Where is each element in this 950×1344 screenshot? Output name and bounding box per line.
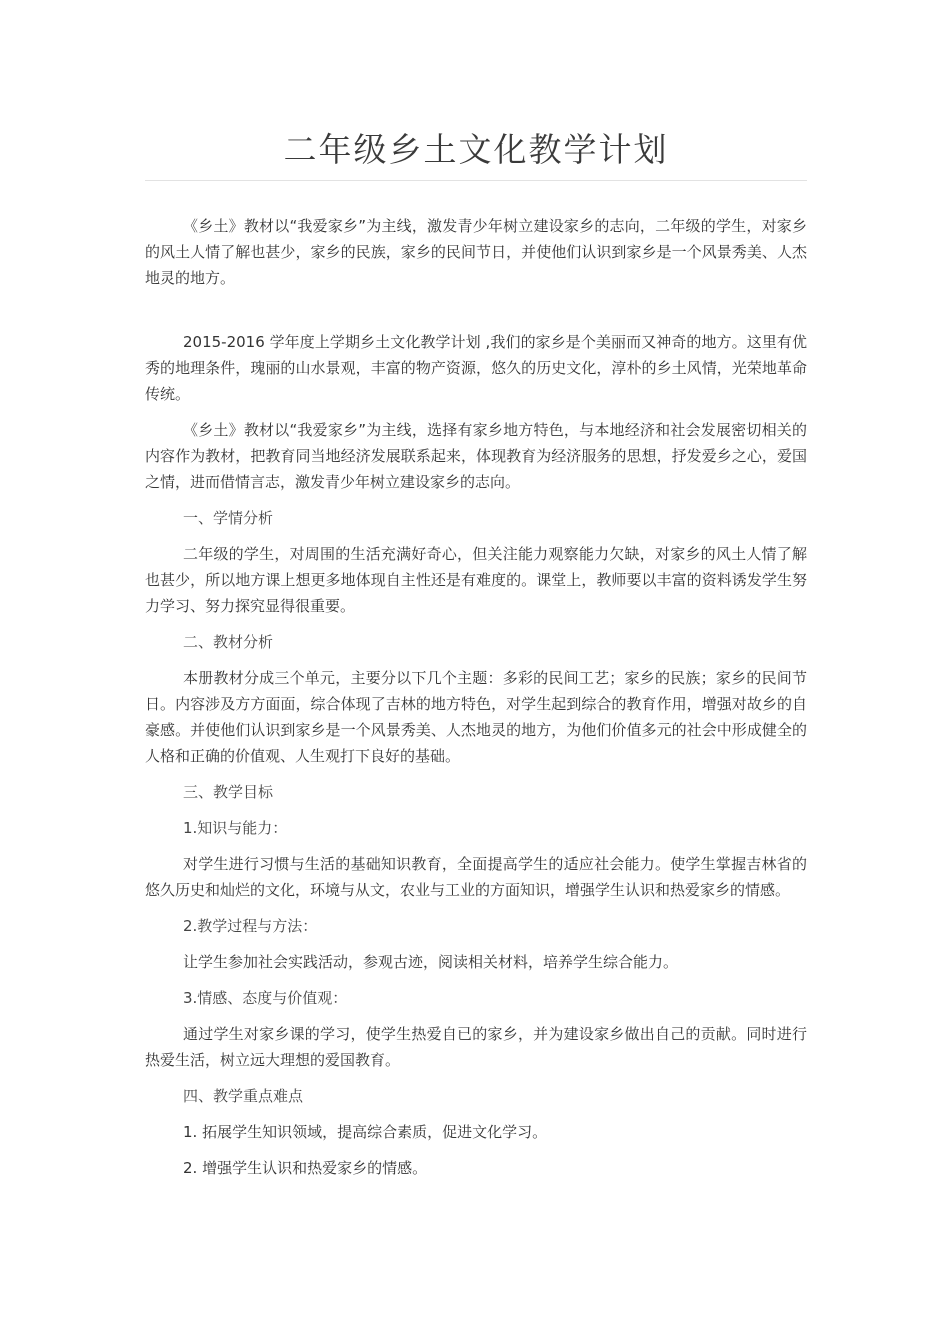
document-page	[145, 0, 807, 1191]
document-title: 二年级乡土文化教学计划	[283, 130, 669, 169]
body-paragraph: 通过学生对家乡课的学习，使学生热爱自已的家乡，并为建设家乡做出自己的贡献。同时进行热爱生活，树立远大理想的爱国教育。	[145, 1025, 807, 1069]
body-paragraph: 2015-2016 学年度上学期乡土文化教学计划 ,我们的家乡是个美丽而又神奇的地方。这里有优秀的地理条件，瑰丽的山水景观，丰富的物产资源，悠久的历史文化，淳朴的乡土风情，光荣地革命传统。	[145, 333, 807, 403]
body-paragraph: 让学生参加社会实践活动，参观古迹，阅读相关材料，培养学生综合能力。	[183, 953, 679, 971]
list-item: 2. 增强学生认识和热爱家乡的情感。	[183, 1159, 428, 1177]
subsection-heading: 3.情感、态度与价值观：	[183, 989, 348, 1007]
list-item: 1. 拓展学生知识领域，提高综合素质，促进文化学习。	[183, 1123, 548, 1141]
subsection-heading: 1.知识与能力：	[183, 819, 288, 837]
subsection-heading: 2.教学过程与方法：	[183, 917, 318, 935]
title-divider	[145, 180, 807, 181]
document-body	[145, 213, 807, 1181]
section-heading: 四、教学重点难点	[183, 1087, 304, 1105]
section-heading: 一、学情分析	[183, 509, 274, 527]
body-paragraph: 《乡土》教材以“我爱家乡”为主线，选择有家乡地方特色，与本地经济和社会发展密切相关的内容作为教材，把教育同当地经济发展联系起来，体现教育为经济服务的思想，抒发爱乡之心，爱国之情，进而借情言志，激发青少年树立建设家乡的志向。	[145, 421, 807, 491]
intro-paragraph: 《乡土》教材以“我爱家乡”为主线，激发青少年树立建设家乡的志向，二年级的学生，对家乡的风土人情了解也甚少，家乡的民族，家乡的民间节日，并使他们认识到家乡是一个风景秀美、人杰地灵的地方。	[145, 217, 807, 287]
section-heading: 三、教学目标	[183, 783, 274, 801]
body-paragraph: 对学生进行习惯与生活的基础知识教育，全面提高学生的适应社会能力。使学生掌握吉林省的悠久历史和灿烂的文化，环境与从文，农业与工业的方面知识，增强学生认识和热爱家乡的情感。	[145, 855, 807, 899]
body-paragraph: 本册教材分成三个单元，主要分以下几个主题：多彩的民间工艺；家乡的民族；家乡的民间节日。内容涉及方方面面，综合体现了吉林的地方特色，对学生起到综合的教育作用，增强对故乡的自豪感。并使他们认识到家乡是一个风景秀美、人杰地灵的地方，为他们价值多元的社会中形成健全的人格和正确的价值观、人生观打下良好的基础。	[145, 669, 807, 765]
section-heading: 二、教材分析	[183, 633, 274, 651]
body-paragraph: 二年级的学生，对周围的生活充满好奇心，但关注能力观察能力欠缺，对家乡的风土人情了解也甚少，所以地方课上想更多地体现自主性还是有难度的。课堂上，教师要以丰富的资料诱发学生努力学习、努力探究显得很重要。	[145, 545, 807, 615]
